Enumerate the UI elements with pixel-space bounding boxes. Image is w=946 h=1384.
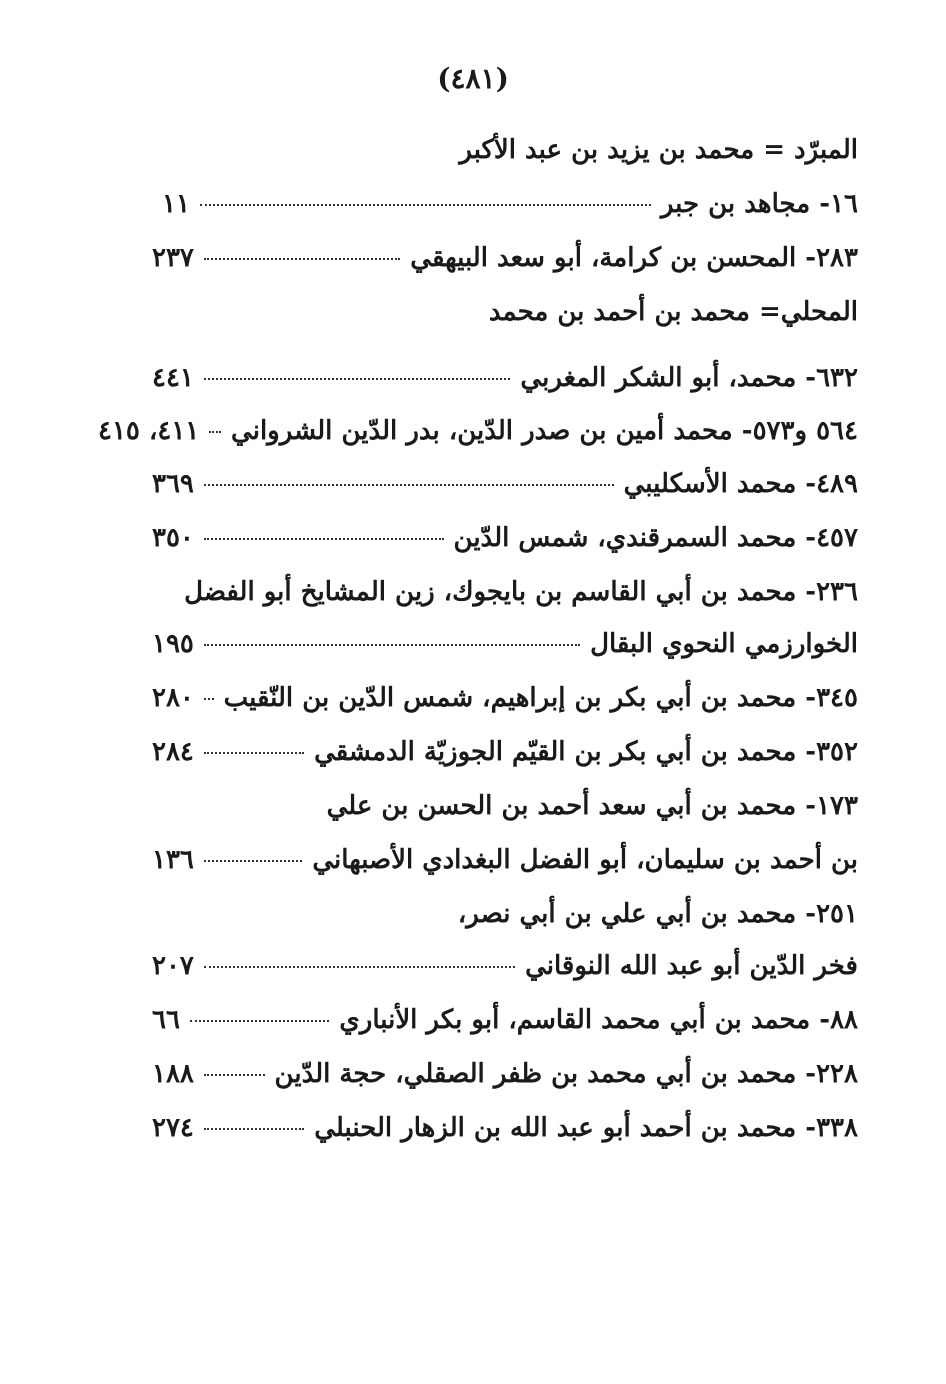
entry-name: ٤٥٧- محمد السمرقندي، شمس الدّين [453,523,858,553]
entry-name: بن أحمد بن سليمان، أبو الفضل البغدادي الأصبهاني [312,845,858,875]
index-entry [98,413,858,449]
leader-dots [204,966,515,968]
entry-name: ٣٣٨- محمد بن أحمد أبو عبد الله بن الزهار الحنبلي [314,1113,858,1143]
entry-name: المبرّد = محمد بن يزيد بن عبد الأكبر [459,135,858,165]
leader-dots [209,431,221,433]
index-entry [98,574,858,610]
entry-pages: ١٩٥ [152,629,194,659]
entry-pages: ٣٦٩ [152,469,194,499]
entry-pages: ٢٨٤ [152,737,194,767]
entry-name: ٥٦٤ و٥٧٣- محمد أمين بن صدر الدّين، بدر الدّين الشرواني [231,416,858,446]
index-entry [98,896,858,932]
entry-name: فخر الدّين أبو عبد الله النوقاني [525,951,858,981]
index-entry [152,520,858,556]
entry-pages: ٤٤١ [152,363,194,393]
index-entry [98,294,858,330]
page-number: (٤٨١) [437,62,509,95]
leader-dots [200,204,651,206]
leader-dots [204,644,580,646]
entry-name: ٣٤٥- محمد بن أبي بكر بن إبراهيم، شمس الدّين بن النّقيب [223,683,858,713]
leader-dots [204,378,511,380]
index-entry [152,680,858,716]
index-entry [152,1056,858,1092]
entry-pages: ٢٧٤ [152,1113,194,1143]
entry-pages: ١١ [162,189,190,219]
index-entry [152,360,858,396]
entry-name: ١٦- مجاهد بن جبر [660,189,858,219]
entry-pages: ٦٦ [152,1005,180,1035]
entry-name: ٢٨٣- المحسن بن كرامة، أبو سعد البيهقي [410,243,858,273]
entry-name: ٣٥٢- محمد بن أبي بكر بن القيّم الجوزيّة الدمشقي [314,737,858,767]
entry-pages: ٣٥٠ [152,523,194,553]
entry-pages: ٤١١، ٤١٥ [98,416,200,446]
leader-dots [204,258,400,260]
leader-dots [204,1128,304,1130]
index-entry [162,186,858,222]
leader-dots [190,1020,329,1022]
index-entry [152,734,858,770]
leader-dots [204,1074,265,1076]
index-entry [98,788,858,824]
index-entry [152,1110,858,1146]
entry-name: ٨٨- محمد بن أبي محمد القاسم، أبو بكر الأنباري [339,1005,858,1035]
entry-pages: ٢٠٧ [152,951,194,981]
entry-pages: ٢٨٠ [152,683,194,713]
index-entry [152,1002,858,1038]
leader-dots [204,538,444,540]
index-entry [152,466,858,502]
index-entry [98,132,858,168]
entry-pages: ١٨٨ [152,1059,194,1089]
entry-name: ١٧٣- محمد بن أبي سعد أحمد بن الحسن بن علي [326,791,858,821]
entry-name: ٢٢٨- محمد بن أبي محمد بن ظفر الصقلي، حجة الدّين [274,1059,858,1089]
index-entry [152,626,858,662]
entry-pages: ٢٣٧ [152,243,194,273]
leader-dots [204,484,614,486]
entry-name: الخوارزمي النحوي البقال [590,629,858,659]
leader-dots [204,698,214,700]
entry-pages: ١٣٦ [152,845,194,875]
entry-name: ٢٥١- محمد بن أبي علي بن أبي نصر، [457,899,858,929]
leader-dots [204,752,304,754]
entry-name: ٦٣٢- محمد، أبو الشكر المغربي [520,363,858,393]
leader-dots [204,860,302,862]
entry-name: ٢٣٦- محمد بن أبي القاسم بن بايجوك، زين المشايخ أبو الفضل [184,577,858,607]
index-entry [152,240,858,276]
entry-name: ٤٨٩- محمد الأسكليبي [623,469,858,499]
index-entry [152,948,858,984]
entry-name: المحلي= محمد بن أحمد بن محمد [488,297,858,327]
index-entry [152,842,858,878]
